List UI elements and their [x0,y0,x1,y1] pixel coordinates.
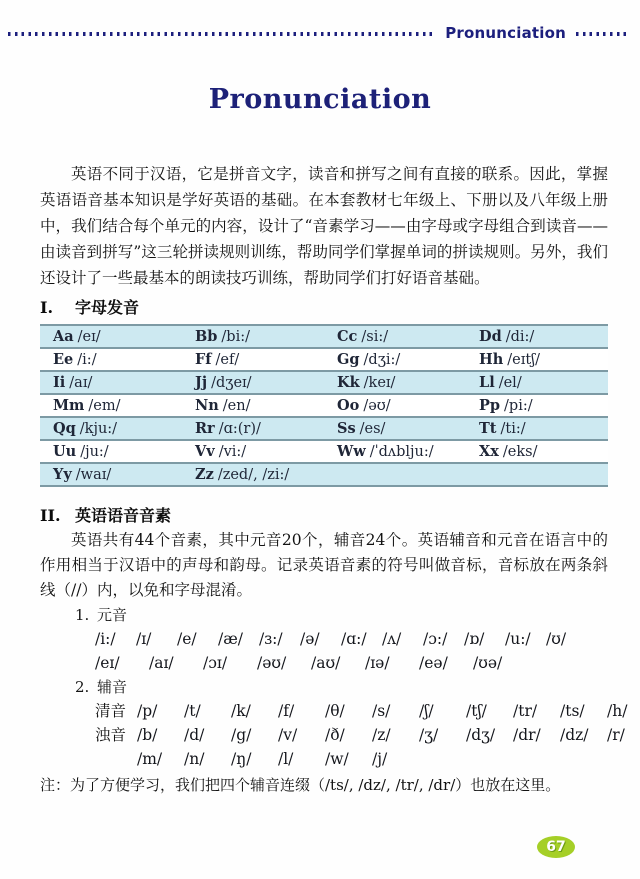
voiceless-label: 清音 [95,702,127,720]
phoneme: /eə/ [419,654,448,672]
section-1-heading [40,297,608,318]
page-title: Pronunciation [208,84,432,115]
letter-ipa: /ju:/ [80,444,109,460]
phoneme: /i:/ [95,630,116,648]
letter-pair: Cc [337,328,358,345]
letter-pair: Yy [53,466,72,483]
table-row [40,349,608,372]
letter-pair: Ff [195,351,212,368]
letter-pair: Nn [195,397,219,414]
phoneme: /eɪ/ [95,654,120,672]
phoneme: /ɪə/ [365,654,390,672]
dotted-line-left [8,32,435,36]
table-cell [324,466,466,483]
letter-pair: Xx [479,443,499,460]
table-cell [182,443,324,460]
table-cell [182,328,324,345]
table-cell [40,466,182,483]
letter-ipa: /es/ [359,421,386,437]
page-number-badge: 67 [537,836,575,858]
dotted-line-right [576,32,628,36]
phoneme: /ʊ/ [546,630,567,648]
table-cell [324,328,466,345]
letter-ipa: /bi:/ [221,329,250,345]
voiced-label: 浊音 [95,726,127,744]
phoneme: /z/ [372,726,391,744]
letter-pair: Pp [479,397,501,414]
voiceless-consonants-row [95,699,628,723]
header-rule [8,26,628,41]
letter-ipa: /eɪ/ [77,329,101,345]
letter-pair: Aa [53,328,74,345]
letter-ipa: /ef/ [215,352,240,368]
phoneme: /aɪ/ [149,654,174,672]
table-row [40,464,608,487]
phoneme: /θ/ [325,702,345,720]
phoneme: /k/ [231,702,251,720]
letter-pronunciation-table [40,324,608,487]
letter-pair: Ll [479,374,495,391]
letter-pair: Qq [53,420,76,437]
table-cell [324,397,466,414]
phoneme: /ð/ [325,726,345,744]
letter-ipa: /dʒeɪ/ [211,375,252,391]
vowels-item-label: 元音 [97,606,128,624]
phoneme: /e/ [177,630,197,648]
table-cell [40,374,182,391]
letter-ipa: /vi:/ [218,444,247,460]
letter-pair: Ss [337,420,356,437]
table-cell [466,328,608,345]
phoneme: /ʌ/ [382,630,402,648]
letter-pair: Kk [337,374,360,391]
letter-pair: Rr [195,420,215,437]
phoneme: /ə/ [300,630,320,648]
phoneme: /aʊ/ [311,654,341,672]
letter-pair: Zz [195,466,214,483]
consonants-item-heading [75,675,608,699]
table-row [40,372,608,395]
table-cell [40,351,182,368]
letter-pair: Ww [337,443,366,460]
phoneme: /v/ [278,726,298,744]
letter-pair: Uu [53,443,77,460]
phoneme: /dʒ/ [466,726,496,744]
letter-ipa: /ɑ:(r)/ [218,421,261,437]
phoneme: /ʊə/ [473,654,503,672]
letter-ipa: /əʊ/ [363,398,391,414]
phoneme: /p/ [137,702,158,720]
letter-ipa: /eɪtʃ/ [507,352,541,368]
phoneme: /l/ [278,750,294,768]
phoneme: /ɔɪ/ [203,654,228,672]
table-row [40,418,608,441]
phoneme: /ʒ/ [419,726,439,744]
letter-pair: Tt [479,420,497,437]
table-cell [182,374,324,391]
letter-pair: Hh [479,351,504,368]
phoneme: /əʊ/ [257,654,287,672]
table-cell [40,328,182,345]
section-1-numeral: I. [40,298,54,317]
section-2-paragraph: 英语共有44个音素，其中元音20个，辅音24个。英语辅音和元音在语言中的作用相当于汉语中的声母和韵母。记录英语音素的符号叫做音标，音标放在两条斜线（//）内，以免和字母混淆。 [40,531,608,599]
table-row [40,326,608,349]
phoneme: /ɒ/ [464,630,485,648]
phoneme: /h/ [607,702,628,720]
page-body [0,161,640,797]
phoneme: /w/ [325,750,349,768]
letter-ipa: /dʒi:/ [363,352,401,368]
letter-ipa: /eks/ [502,444,538,460]
letter-pair: Vv [195,443,215,460]
table-cell [182,397,324,414]
table-cell [40,443,182,460]
table-cell [466,351,608,368]
table-cell [40,397,182,414]
letter-ipa: /pi:/ [504,398,533,414]
phoneme: /n/ [184,750,205,768]
letter-pair: Jj [195,374,208,391]
letter-ipa: /en/ [222,398,251,414]
vowel-monophthongs-line [95,627,608,651]
letter-ipa: /waɪ/ [75,467,112,483]
table-row [40,395,608,418]
section-1-title: 字母发音 [75,298,140,317]
phoneme: /g/ [231,726,252,744]
table-cell [466,374,608,391]
phoneme: /ʃ/ [419,702,434,720]
letter-ipa: /di:/ [505,329,535,345]
phoneme: /m/ [137,750,163,768]
letter-ipa: /ˈdʌblju:/ [369,444,434,460]
table-cell [466,466,608,483]
letter-pair: Dd [479,328,502,345]
letter-ipa: /ti:/ [500,421,526,437]
phoneme: /ɜ:/ [259,630,283,648]
table-cell [324,374,466,391]
letter-pair: Gg [337,351,360,368]
section-2-heading [40,505,608,526]
phoneme: /æ/ [218,630,244,648]
letter-ipa: /aɪ/ [69,375,93,391]
phoneme: /tʃ/ [466,702,487,720]
letter-ipa: /el/ [498,375,522,391]
letter-pair: Ee [53,351,74,368]
voiced-consonants-row [95,723,625,747]
phoneme: /ɑ:/ [341,630,367,648]
letter-pair: Bb [195,328,218,345]
consonants-item-number: 2. [75,678,90,696]
phoneme: /s/ [372,702,391,720]
voiced-phonemes [137,723,640,747]
letter-ipa: /kju:/ [79,421,118,437]
phoneme: /ɔ:/ [423,630,448,648]
consonants-item-label: 辅音 [97,678,128,696]
phoneme: /ɪ/ [136,630,152,648]
vowels-item-number: 1. [75,606,90,624]
letter-ipa: /keɪ/ [363,375,396,391]
phoneme: /j/ [372,750,388,768]
vowel-diphthongs-line [95,651,608,675]
phoneme: /d/ [184,726,205,744]
note-line: 注：为了方便学习，我们把四个辅音连缀（/ts/, /dz/, /tr/, /dr/）也放在这里。 [40,776,561,794]
phoneme: /ŋ/ [231,750,252,768]
section-2-numeral: II. [40,506,61,525]
table-cell [182,351,324,368]
table-cell [324,420,466,437]
phoneme: /b/ [137,726,158,744]
voiced-phonemes-continued [137,747,419,771]
phoneme: /tr/ [513,702,538,720]
table-cell [182,466,324,483]
phoneme: /f/ [278,702,295,720]
letter-pair: Ii [53,374,66,391]
phoneme: /t/ [184,702,201,720]
header-section-label: Pronunciation [445,24,566,42]
letter-pair: Oo [337,397,360,414]
phoneme: /ts/ [560,702,585,720]
table-cell [466,420,608,437]
letter-ipa: /em/ [88,398,121,414]
letter-pair: Mm [53,397,85,414]
letter-ipa: /si:/ [361,329,389,345]
table-cell [182,420,324,437]
table-cell [466,397,608,414]
phoneme: /u:/ [505,630,531,648]
section-2-title: 英语语音音素 [75,506,172,525]
voiced-consonants-continuation-row [137,747,608,771]
letter-ipa: /i:/ [77,352,97,368]
table-cell [40,420,182,437]
letter-ipa: /zed/, /zi:/ [217,467,290,483]
phoneme: /dz/ [560,726,589,744]
table-row [40,441,608,464]
intro-paragraph: 英语不同于汉语，它是拼音文字，读音和拼写之间有直接的联系。因此，掌握英语语音基本知识是学好英语的基础。在本套教材七年级上、下册以及八年级上册中，我们结合每个单元的内容，设计了“音素学习——由字母或字母组合到读音——由读音到拼写”这三轮拼读规则训练，帮助同学们掌握单词的拼读规则。另外，我们还设计了一些最基本的朗读技巧训练，帮助同学们打好语音基础。 [40,165,608,287]
vowels-item-heading [75,603,608,627]
phoneme: /dr/ [513,726,541,744]
table-cell [324,351,466,368]
phoneme: /r/ [607,726,625,744]
voiceless-phonemes [137,699,640,723]
table-cell [466,443,608,460]
table-cell [324,443,466,460]
